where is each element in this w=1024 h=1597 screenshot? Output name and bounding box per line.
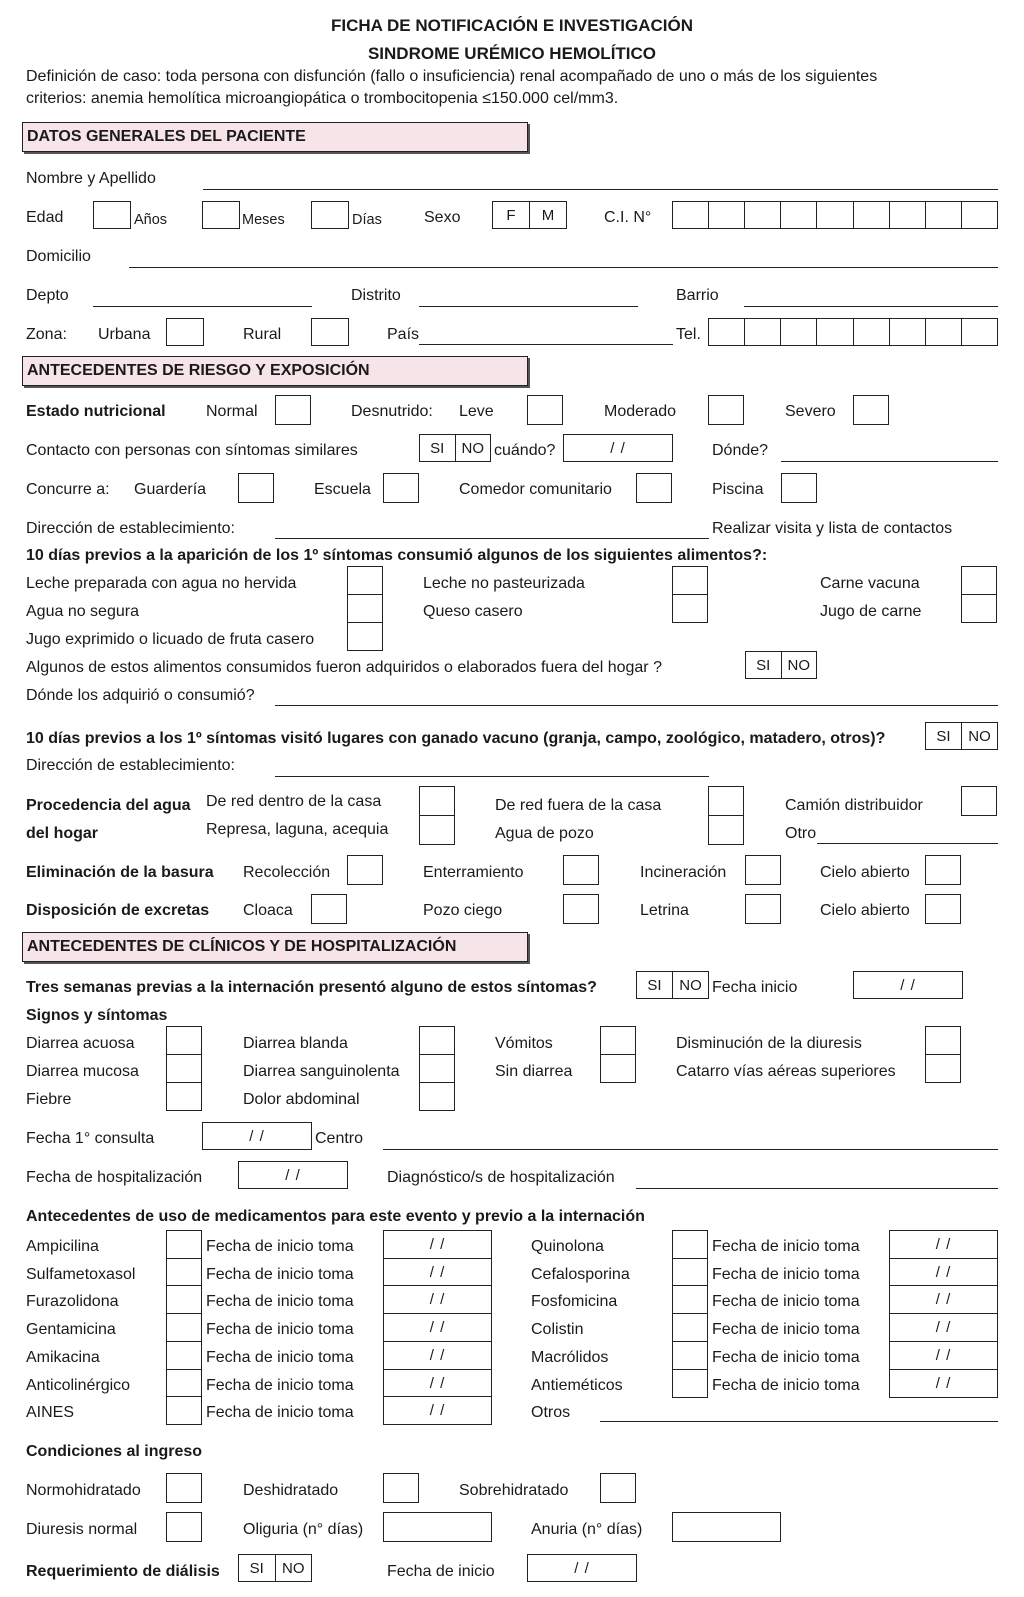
med-start-label-left: Fecha de inicio toma bbox=[206, 1321, 354, 1338]
dialysis-si-option[interactable]: SI bbox=[249, 1559, 264, 1577]
checkbox-moderate[interactable] bbox=[708, 395, 744, 425]
med-start-date-left[interactable]: / / bbox=[383, 1230, 492, 1259]
label-well: Agua de pozo bbox=[495, 825, 594, 842]
label-unsafe-water: Agua no segura bbox=[26, 603, 139, 620]
label-homemade-cheese: Queso casero bbox=[423, 603, 523, 620]
label-onset-date: Fecha inicio bbox=[712, 979, 798, 996]
checkbox-abdominal-pain[interactable] bbox=[419, 1082, 455, 1111]
med-start-label-left: Fecha de inicio toma bbox=[206, 1293, 354, 1310]
section-header-clinical: ANTECEDENTES DE CLÍNICOS Y DE HOSPITALIZACIÓN bbox=[22, 932, 528, 962]
label-overhydrated: Sobrehidratado bbox=[459, 1482, 569, 1499]
label-meat-juice: Jugo de carne bbox=[820, 603, 922, 620]
med-start-label-right: Fecha de inicio toma bbox=[712, 1238, 860, 1255]
checkbox-sewer[interactable] bbox=[311, 894, 347, 924]
label-phone: Tel. bbox=[676, 326, 701, 343]
label-outside-home: Algunos de estos alimentos consumidos fueron adquiridos o elaborados fuera del hogar ? bbox=[26, 659, 662, 676]
checkbox-normohydrated[interactable] bbox=[166, 1473, 202, 1503]
sex-f-option[interactable]: F bbox=[506, 206, 516, 224]
label-age: Edad bbox=[26, 209, 64, 226]
label-garbage: Eliminación de la basura bbox=[26, 864, 214, 881]
label-contact: Contacto con personas con síntomas similares bbox=[26, 442, 358, 459]
field-where-acquired[interactable] bbox=[275, 705, 998, 706]
med-start-label-left: Fecha de inicio toma bbox=[206, 1349, 354, 1366]
med-start-date-right[interactable]: / / bbox=[889, 1313, 998, 1342]
checkbox-dam[interactable] bbox=[419, 815, 455, 845]
label-mild: Leve bbox=[459, 403, 494, 420]
med-label-left: Sulfametoxasol bbox=[26, 1266, 136, 1283]
med-checkbox-left[interactable] bbox=[166, 1313, 202, 1342]
med-checkbox-right[interactable] bbox=[672, 1369, 708, 1398]
label-establishment-address-2: Dirección de establecimiento: bbox=[26, 757, 235, 774]
checkbox-normal-diuresis[interactable] bbox=[166, 1512, 202, 1542]
field-other-meds[interactable] bbox=[600, 1421, 998, 1422]
label-where-acquired: Dónde los adquirió o consumió? bbox=[26, 687, 255, 704]
med-start-label-right: Fecha de inicio toma bbox=[712, 1266, 860, 1283]
label-collection: Recolección bbox=[243, 864, 331, 881]
label-soup-kitchen: Comedor comunitario bbox=[459, 481, 612, 498]
label-visit: Realizar visita y lista de contactos bbox=[712, 520, 953, 537]
label-district: Distrito bbox=[351, 287, 401, 304]
label-water-source: Procedencia del agua bbox=[26, 797, 191, 814]
label-anuria: Anuria (n° días) bbox=[531, 1521, 643, 1538]
ci-number-boxes[interactable] bbox=[672, 201, 998, 229]
med-label-left: Anticolinérgico bbox=[26, 1377, 131, 1394]
label-medications: Antecedentes de uso de medicamentos para este evento y previo a la internación bbox=[26, 1208, 645, 1225]
med-checkbox-left[interactable] bbox=[166, 1258, 202, 1287]
med-label-left: Ampicilina bbox=[26, 1238, 99, 1255]
label-bloody-diarrhea: Diarrea sanguinolenta bbox=[243, 1063, 400, 1080]
med-start-date-right[interactable]: / / bbox=[889, 1230, 998, 1259]
label-establishment-address: Dirección de establecimiento: bbox=[26, 520, 235, 537]
med-label-right: Otros bbox=[531, 1404, 571, 1421]
label-vomiting: Vómitos bbox=[495, 1035, 553, 1052]
label-school: Escuela bbox=[314, 481, 371, 498]
med-start-date-left[interactable]: / / bbox=[383, 1285, 492, 1314]
checkbox-truck[interactable] bbox=[961, 786, 997, 816]
checkbox-normal[interactable] bbox=[275, 395, 311, 425]
med-checkbox-left[interactable] bbox=[166, 1285, 202, 1314]
label-truck: Camión distribuidor bbox=[785, 797, 923, 814]
checkbox-prepared-milk[interactable] bbox=[347, 566, 383, 595]
label-dialysis-start: Fecha de inicio bbox=[387, 1563, 495, 1580]
checkbox-fruit-juice[interactable] bbox=[347, 622, 383, 651]
contact-si-no[interactable] bbox=[419, 434, 491, 462]
med-start-label-left: Fecha de inicio toma bbox=[206, 1238, 354, 1255]
field-district[interactable] bbox=[419, 306, 638, 307]
section-header-patient: DATOS GENERALES DEL PACIENTE bbox=[22, 122, 528, 152]
checkbox-vomiting[interactable] bbox=[600, 1026, 636, 1055]
label-incineration: Incineración bbox=[640, 864, 727, 881]
label-first-consult: Fecha 1° consulta bbox=[26, 1130, 155, 1147]
field-country[interactable] bbox=[419, 344, 673, 345]
label-barrio: Barrio bbox=[676, 287, 719, 304]
checkbox-burial[interactable] bbox=[563, 855, 599, 885]
label-oliguria: Oliguria (n° días) bbox=[243, 1521, 364, 1538]
med-checkbox-left[interactable] bbox=[166, 1341, 202, 1370]
checkbox-mucous-diarrhea[interactable] bbox=[166, 1054, 202, 1083]
label-upper-airway: Catarro vías aéreas superiores bbox=[676, 1063, 896, 1080]
label-zone: Zona: bbox=[26, 326, 67, 343]
med-start-date-left[interactable]: / / bbox=[383, 1396, 492, 1425]
checkbox-dehydrated[interactable] bbox=[383, 1473, 419, 1503]
med-start-label-right: Fecha de inicio toma bbox=[712, 1293, 860, 1310]
checkbox-unsafe-water[interactable] bbox=[347, 594, 383, 623]
label-other: Otro bbox=[785, 825, 817, 842]
checkbox-latrine[interactable] bbox=[745, 894, 781, 924]
outside-no-option[interactable]: NO bbox=[781, 652, 817, 678]
label-where: Dónde? bbox=[712, 442, 769, 459]
label-dialysis: Requerimiento de diálisis bbox=[26, 1563, 220, 1580]
med-start-date-left[interactable]: / / bbox=[383, 1313, 492, 1342]
label-cesspit: Pozo ciego bbox=[423, 902, 503, 919]
med-label-right: Colistin bbox=[531, 1321, 584, 1338]
sex-m-option[interactable]: M bbox=[529, 202, 566, 228]
label-sex: Sexo bbox=[424, 209, 461, 226]
med-checkbox-left[interactable] bbox=[166, 1369, 202, 1398]
checkbox-mild[interactable] bbox=[527, 395, 563, 425]
dialysis-date-field[interactable]: / / bbox=[527, 1554, 637, 1582]
med-start-label-right: Fecha de inicio toma bbox=[712, 1321, 860, 1338]
onset-date-field[interactable]: / / bbox=[853, 971, 963, 999]
field-oliguria-days[interactable] bbox=[383, 1512, 492, 1542]
label-abdominal-pain: Dolor abdominal bbox=[243, 1091, 360, 1108]
checkbox-urban[interactable] bbox=[166, 318, 204, 346]
checkbox-meat-juice[interactable] bbox=[961, 594, 997, 623]
first-consult-date-field[interactable]: / / bbox=[202, 1122, 312, 1150]
label-open-air-1: Cielo abierto bbox=[820, 864, 910, 881]
checkbox-watery-diarrhea[interactable] bbox=[166, 1026, 202, 1055]
sex-selector[interactable] bbox=[492, 201, 567, 229]
checkbox-well[interactable] bbox=[708, 815, 744, 845]
med-checkbox-left[interactable] bbox=[166, 1396, 202, 1425]
label-malnourished: Desnutrido: bbox=[351, 403, 433, 420]
label-country: País bbox=[387, 326, 420, 343]
label-when: cuándo? bbox=[494, 442, 556, 459]
label-hosp-date: Fecha de hospitalización bbox=[26, 1169, 203, 1186]
phone-boxes[interactable] bbox=[708, 318, 998, 346]
label-urban: Urbana bbox=[98, 326, 151, 343]
field-address[interactable] bbox=[129, 267, 998, 268]
label-normohydrated: Normohidratado bbox=[26, 1482, 141, 1499]
med-label-left: Gentamicina bbox=[26, 1321, 116, 1338]
checkbox-rural[interactable] bbox=[311, 318, 349, 346]
label-days: Días bbox=[352, 212, 382, 228]
checkbox-no-diarrhea[interactable] bbox=[600, 1054, 636, 1083]
checkbox-overhydrated[interactable] bbox=[600, 1473, 636, 1503]
field-anuria-days[interactable] bbox=[672, 1512, 781, 1542]
case-definition-line1: Definición de caso: toda persona con disfunción (fallo o insuficiencia) renal acompañado de uno o más de los siguientes bbox=[26, 68, 878, 85]
label-burial: Enterramiento bbox=[423, 864, 524, 881]
contact-date-field[interactable]: / / bbox=[563, 434, 673, 462]
label-ci: C.I. N° bbox=[604, 209, 652, 226]
field-depto[interactable] bbox=[93, 306, 312, 307]
dialysis-si-no[interactable] bbox=[238, 1554, 312, 1582]
med-label-right: Macrólidos bbox=[531, 1349, 609, 1366]
label-fever: Fiebre bbox=[26, 1091, 72, 1108]
label-address: Domicilio bbox=[26, 248, 91, 265]
label-three-weeks: Tres semanas previas a la internación presentó alguno de estos síntomas? bbox=[26, 979, 597, 996]
label-foods-question: 10 días previos a la aparición de los 1º síntomas consumió algunos de los siguientes alimentos?: bbox=[26, 547, 768, 564]
med-label-right: Fosfomicina bbox=[531, 1293, 618, 1310]
med-start-label-left: Fecha de inicio toma bbox=[206, 1404, 354, 1421]
age-days-box[interactable] bbox=[311, 201, 349, 229]
med-start-date-left[interactable]: / / bbox=[383, 1258, 492, 1287]
field-establishment-address-2[interactable] bbox=[275, 776, 709, 777]
cattle-si-no[interactable] bbox=[925, 722, 998, 750]
label-daycare: Guardería bbox=[134, 481, 207, 498]
field-where[interactable] bbox=[781, 461, 998, 462]
checkbox-school[interactable] bbox=[383, 473, 419, 503]
field-barrio[interactable] bbox=[744, 306, 998, 307]
field-name[interactable] bbox=[203, 189, 998, 190]
checkbox-network-inside[interactable] bbox=[419, 786, 455, 816]
label-fruit-juice: Jugo exprimido o licuado de fruta casero bbox=[26, 631, 315, 648]
label-attends: Concurre a: bbox=[26, 481, 110, 498]
form-subtitle: SINDROME URÉMICO HEMOLÍTICO bbox=[367, 44, 657, 63]
label-moderate: Moderado bbox=[604, 403, 677, 420]
cattle-si-option[interactable]: SI bbox=[936, 727, 951, 745]
med-checkbox-right[interactable] bbox=[672, 1285, 708, 1314]
label-admission-conditions: Condiciones al ingreso bbox=[26, 1443, 203, 1460]
checkbox-network-outside[interactable] bbox=[708, 786, 744, 816]
checkbox-pool[interactable] bbox=[781, 473, 817, 503]
label-dehydrated: Deshidratado bbox=[243, 1482, 339, 1499]
med-start-label-right: Fecha de inicio toma bbox=[712, 1349, 860, 1366]
checkbox-daycare[interactable] bbox=[238, 473, 274, 503]
label-normal-diuresis: Diuresis normal bbox=[26, 1521, 138, 1538]
label-excreta: Disposición de excretas bbox=[26, 902, 210, 919]
label-dam: Represa, laguna, acequia bbox=[206, 821, 389, 838]
form-title: FICHA DE NOTIFICACIÓN E INVESTIGACIÓN bbox=[330, 16, 694, 35]
field-establishment-address[interactable] bbox=[275, 538, 709, 539]
label-network-outside: De red fuera de la casa bbox=[495, 797, 662, 814]
age-months-box[interactable] bbox=[202, 201, 240, 229]
med-start-date-left[interactable]: / / bbox=[383, 1369, 492, 1398]
label-months: Meses bbox=[242, 212, 285, 228]
label-hosp-diagnosis: Diagnóstico/s de hospitalización bbox=[387, 1169, 615, 1186]
label-water-source-2: del hogar bbox=[26, 825, 99, 842]
outside-si-option[interactable]: SI bbox=[756, 656, 771, 674]
label-prepared-milk: Leche preparada con agua no hervida bbox=[26, 575, 297, 592]
label-depto: Depto bbox=[26, 287, 69, 304]
med-label-right: Cefalosporina bbox=[531, 1266, 630, 1283]
field-hosp-diagnosis[interactable] bbox=[636, 1188, 998, 1189]
dialysis-no-option[interactable]: NO bbox=[275, 1555, 312, 1581]
label-beef: Carne vacuna bbox=[820, 575, 920, 592]
med-checkbox-right[interactable] bbox=[672, 1313, 708, 1342]
checkbox-severe[interactable] bbox=[853, 395, 889, 425]
label-open-air-2: Cielo abierto bbox=[820, 902, 910, 919]
label-sewer: Cloaca bbox=[243, 902, 293, 919]
checkbox-bloody-diarrhea[interactable] bbox=[419, 1054, 455, 1083]
outside-home-si-no[interactable] bbox=[745, 651, 817, 679]
label-cattle-question: 10 días previos a los 1º síntomas visitó lugares con ganado vacuno (granja, campo, zoológico, matadero, otros)? bbox=[26, 730, 886, 747]
age-years-box[interactable] bbox=[93, 201, 131, 229]
label-severe: Severo bbox=[785, 403, 836, 420]
med-start-date-right[interactable]: / / bbox=[889, 1285, 998, 1314]
med-label-right: Antieméticos bbox=[531, 1377, 623, 1394]
med-start-date-right[interactable]: / / bbox=[889, 1341, 998, 1370]
label-center: Centro bbox=[315, 1130, 364, 1147]
label-rural: Rural bbox=[243, 326, 282, 343]
label-watery-diarrhea: Diarrea acuosa bbox=[26, 1035, 135, 1052]
label-nutritional-status: Estado nutricional bbox=[26, 403, 166, 420]
label-name: Nombre y Apellido bbox=[26, 170, 156, 187]
field-center[interactable] bbox=[383, 1149, 998, 1150]
med-label-left: Amikacina bbox=[26, 1349, 100, 1366]
med-label-left: AINES bbox=[26, 1404, 75, 1421]
label-signs: Signos y síntomas bbox=[26, 1007, 168, 1024]
label-unpasteurized-milk: Leche no pasteurizada bbox=[423, 575, 585, 592]
label-network-inside: De red dentro de la casa bbox=[206, 793, 382, 810]
symptoms-no-option[interactable]: NO bbox=[672, 972, 708, 998]
contact-si-option[interactable]: SI bbox=[430, 439, 445, 457]
checkbox-soup-kitchen[interactable] bbox=[636, 473, 672, 503]
checkbox-collection[interactable] bbox=[347, 855, 383, 885]
checkbox-unpasteurized-milk[interactable] bbox=[672, 566, 708, 595]
med-start-date-right[interactable]: / / bbox=[889, 1258, 998, 1287]
checkbox-upper-airway[interactable] bbox=[925, 1054, 961, 1083]
med-start-label-right: Fecha de inicio toma bbox=[712, 1377, 860, 1394]
label-latrine: Letrina bbox=[640, 902, 689, 919]
checkbox-incineration[interactable] bbox=[745, 855, 781, 885]
checkbox-decreased-diuresis[interactable] bbox=[925, 1026, 961, 1055]
label-pool: Piscina bbox=[712, 481, 764, 498]
checkbox-open-air-1[interactable] bbox=[925, 855, 961, 885]
field-other[interactable] bbox=[817, 843, 998, 844]
contact-no-option[interactable]: NO bbox=[455, 435, 491, 461]
label-no-diarrhea: Sin diarrea bbox=[495, 1063, 573, 1080]
med-start-label-left: Fecha de inicio toma bbox=[206, 1377, 354, 1394]
section-header-risk: ANTECEDENTES DE RIESGO Y EXPOSICIÓN bbox=[22, 356, 528, 386]
symptoms-si-option[interactable]: SI bbox=[647, 976, 662, 994]
checkbox-beef[interactable] bbox=[961, 566, 997, 595]
med-start-date-left[interactable]: / / bbox=[383, 1341, 492, 1370]
med-checkbox-right[interactable] bbox=[672, 1230, 708, 1259]
label-soft-diarrhea: Diarrea blanda bbox=[243, 1035, 348, 1052]
label-mucous-diarrhea: Diarrea mucosa bbox=[26, 1063, 139, 1080]
checkbox-cesspit[interactable] bbox=[563, 894, 599, 924]
label-decreased-diuresis: Disminución de la diuresis bbox=[676, 1035, 862, 1052]
checkbox-homemade-cheese[interactable] bbox=[672, 594, 708, 623]
med-start-date-right[interactable]: / / bbox=[889, 1369, 998, 1398]
label-years: Años bbox=[134, 212, 168, 228]
checkbox-fever[interactable] bbox=[166, 1082, 202, 1111]
hosp-date-field[interactable]: / / bbox=[238, 1161, 348, 1189]
case-definition-line2: criterios: anemia hemolítica microangiopática o trombocitopenia ≤150.000 cel/mm3. bbox=[26, 90, 619, 107]
symptoms-si-no[interactable] bbox=[636, 971, 709, 999]
label-normal: Normal bbox=[206, 403, 258, 420]
med-start-label-left: Fecha de inicio toma bbox=[206, 1266, 354, 1283]
med-checkbox-right[interactable] bbox=[672, 1341, 708, 1370]
checkbox-open-air-2[interactable] bbox=[925, 894, 961, 924]
checkbox-soft-diarrhea[interactable] bbox=[419, 1026, 455, 1055]
med-label-right: Quinolona bbox=[531, 1238, 604, 1255]
med-checkbox-right[interactable] bbox=[672, 1258, 708, 1287]
cattle-no-option[interactable]: NO bbox=[961, 723, 997, 749]
med-label-left: Furazolidona bbox=[26, 1293, 119, 1310]
med-checkbox-left[interactable] bbox=[166, 1230, 202, 1259]
